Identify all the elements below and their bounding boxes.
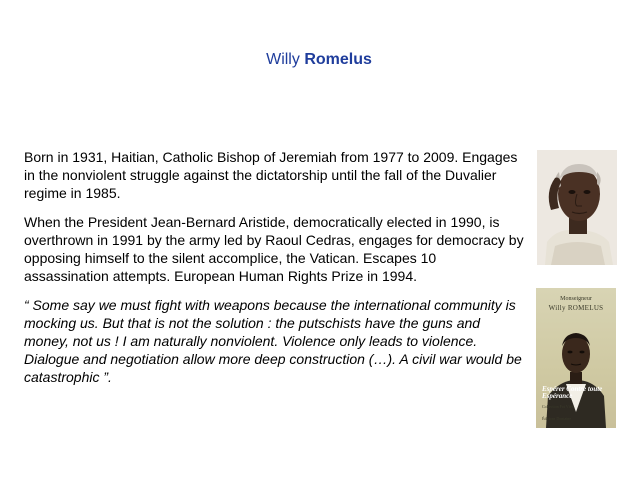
portrait-photo	[537, 150, 617, 265]
book-author-line-2: Willy ROMELUS	[548, 304, 604, 312]
biography-text	[24, 148, 524, 397]
book-title: Espérer Contre toute Espérance	[542, 385, 603, 400]
book-cover	[536, 288, 616, 428]
book-publisher: Éditions Dontaine	[542, 416, 571, 421]
bio-paragraph-2: When the President Jean-Bernard Aristide, democratically elected in 1990, is overthrown in 1991 by the army led by Raoul Cedras, engages for democracy by opposing himself to the silent accomplice, the Vatican. Escapes 10 assassination attempts. European Human Rights Prize in 1994.	[24, 214, 524, 284]
portrait-illustration	[537, 150, 617, 265]
slide-title	[0, 51, 638, 69]
book-subtitle: Collection Foi Vive	[542, 404, 574, 409]
title-last-name: Romelus	[304, 51, 372, 68]
bio-quote: “ Some say we must fight with weapons because the international community is mocking us. But that is not the solution : the putschists have the guns and money, not us ! I am naturally nonviolent. Violence only leads to violence. Dialogue and negotiation allow more deep construction (…). A civil war would be catastrophic ”.	[24, 297, 522, 385]
title-first-name: Willy	[266, 51, 300, 68]
bio-paragraph-1: Born in 1931, Haitian, Catholic Bishop of Jeremiah from 1977 to 2009. Engages in the nonviolent struggle against the dictatorship until the fall of the Duvalier regime in 1985.	[24, 149, 518, 201]
book-author-line-1: Monseigneur	[560, 296, 592, 302]
